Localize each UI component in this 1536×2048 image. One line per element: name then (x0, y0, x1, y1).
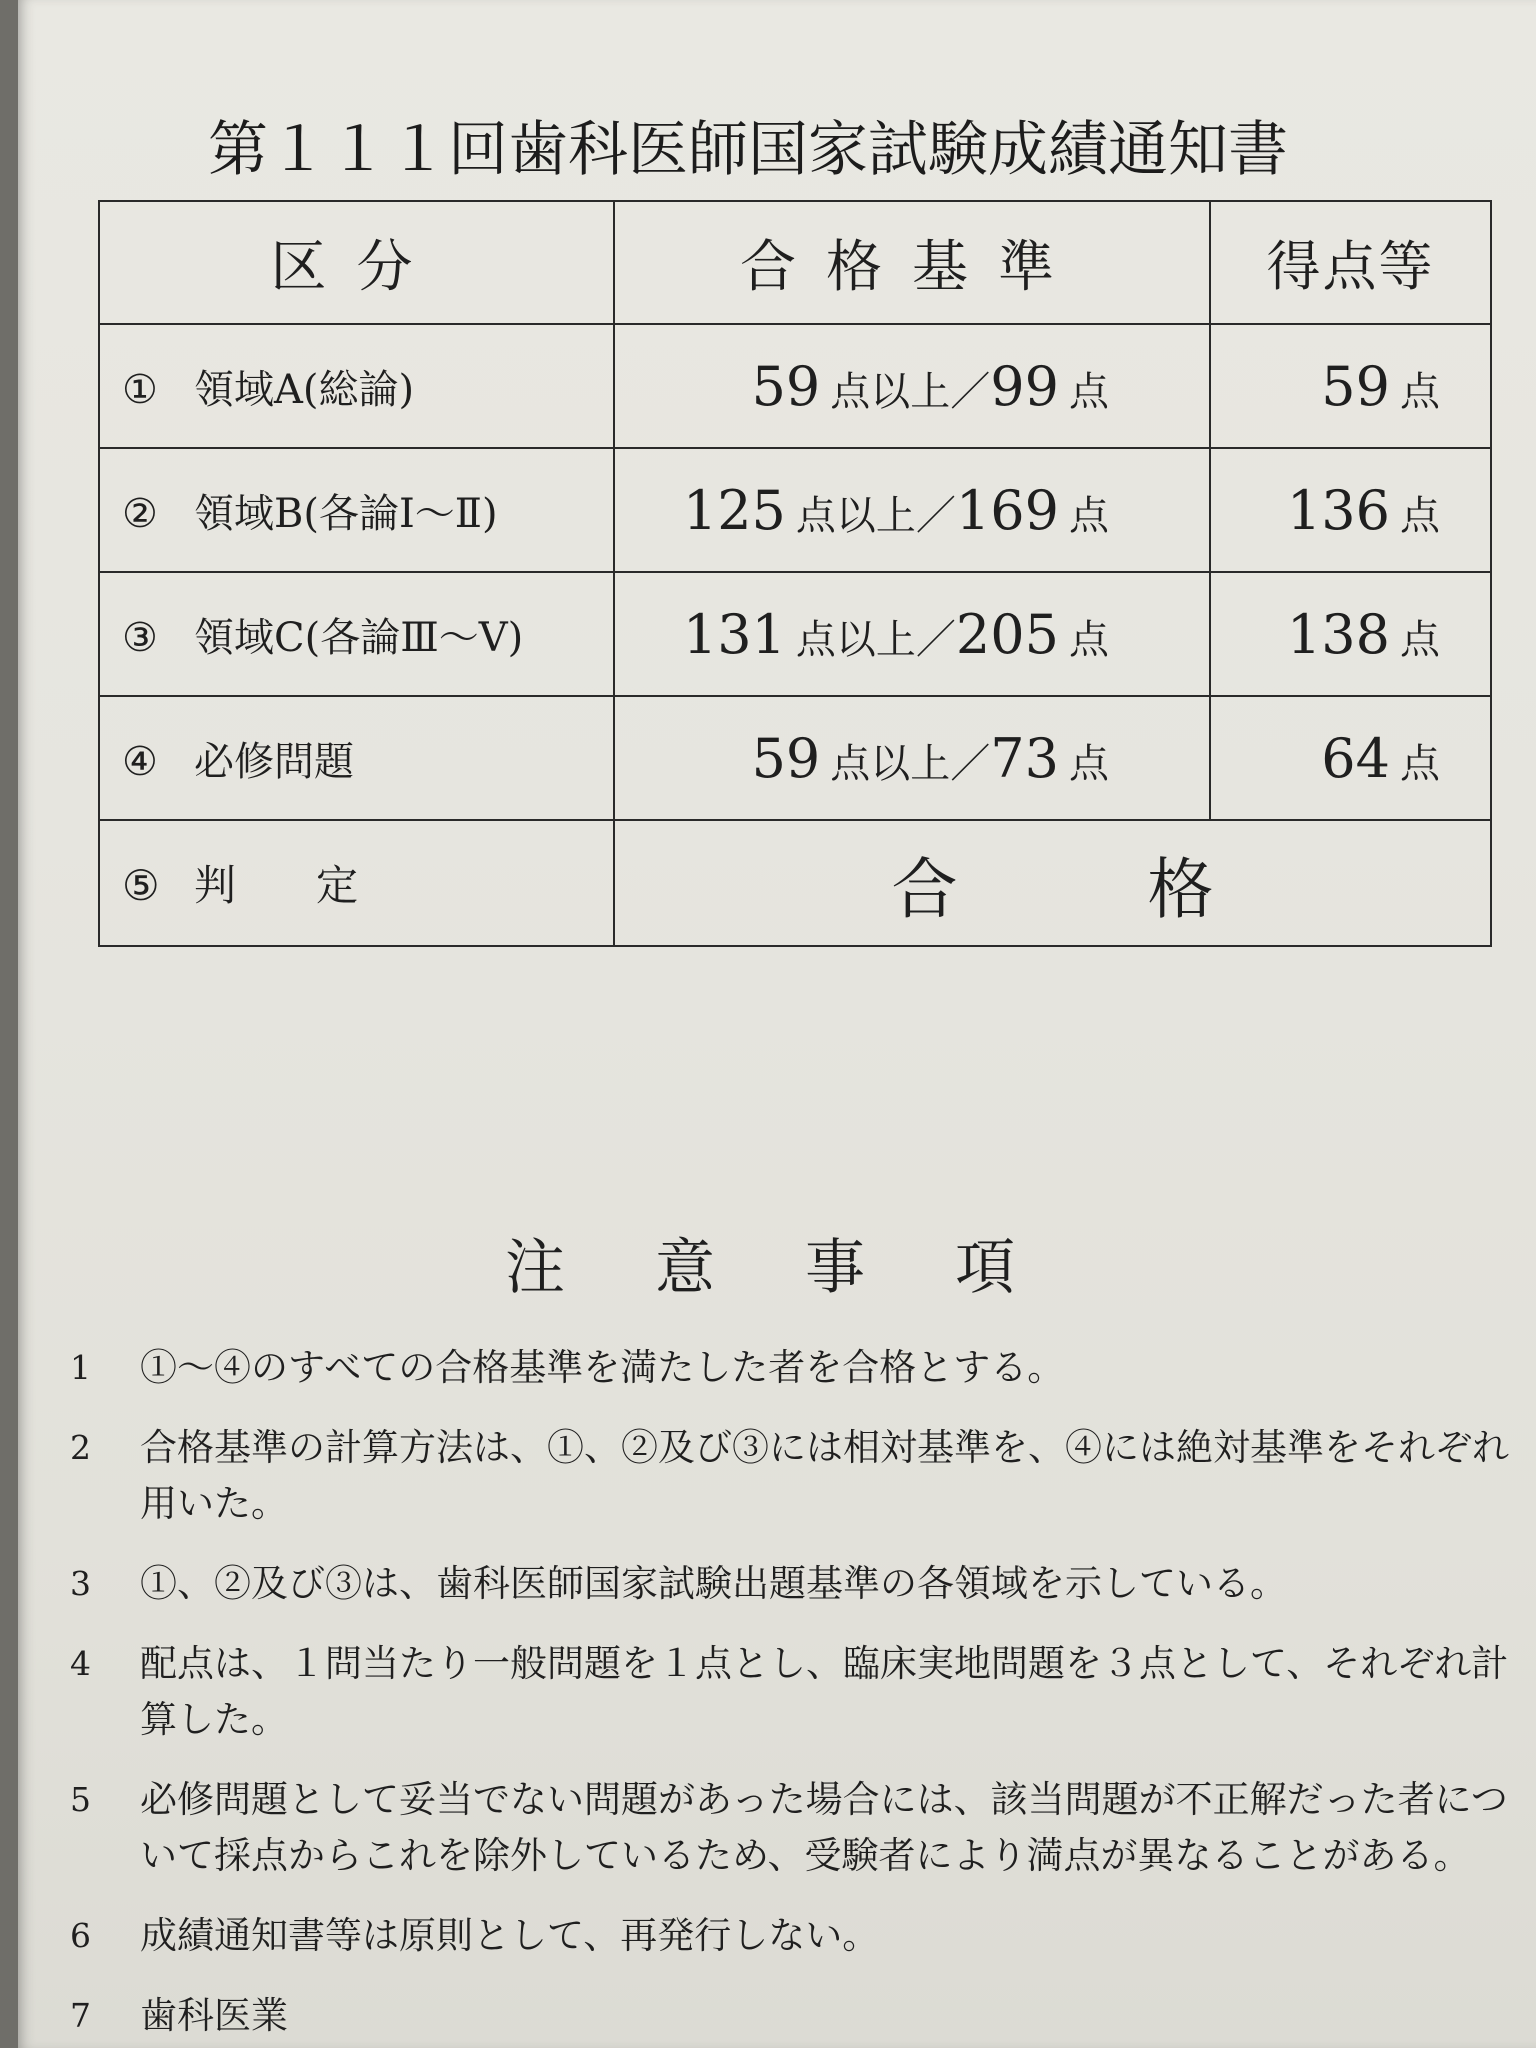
note-text: 配点は、１問当たり一般問題を１点とし、臨床実地問題を３点として、それぞれ計算した。 (140, 1642, 1509, 1741)
note-number: 3 (70, 1564, 91, 1603)
judgement-label-1: 判 (194, 861, 237, 910)
row-number: ⑤ (122, 861, 160, 910)
category-cell (99, 696, 614, 820)
header-category: 区分 (99, 201, 614, 324)
row-number: ① (122, 366, 158, 413)
pass-unit: 点以上／ (795, 492, 956, 539)
list-item (70, 1908, 1530, 1964)
score-unit: 点 (1400, 368, 1440, 415)
judgement-label-cell (99, 820, 614, 946)
note-text: ①、②及び③は、歯科医師国家試験出題基準の各領域を示している。 (140, 1562, 1287, 1605)
note-text: 必修問題として妥当でない問題があった場合には、該当問題が不正解だった者について採点からこれを除外しているため、受験者により満点が異なることがある。 (140, 1778, 1508, 1877)
max-score: 99 (990, 354, 1059, 418)
judgement-result: 合格 (614, 820, 1491, 946)
note-number: 1 (70, 1348, 91, 1387)
category-label: 必修問題 (194, 738, 354, 785)
max-unit: 点 (1069, 616, 1109, 663)
score-unit: 点 (1400, 492, 1440, 539)
pass-unit: 点以上／ (830, 740, 991, 787)
score-cell (1210, 448, 1491, 572)
pass-criteria-cell (614, 448, 1210, 572)
pass-score: 131 (682, 602, 786, 666)
document-title: 第１１１回歯科医師国家試験成績通知書 (208, 115, 1288, 185)
pass-unit: 点以上／ (795, 616, 956, 663)
obtained-score: 138 (1286, 602, 1390, 666)
score-cell (1210, 572, 1491, 696)
pass-unit: 点以上／ (830, 368, 991, 415)
score-cell (1210, 324, 1491, 448)
notes-list (70, 1340, 1530, 2037)
pass-criteria-cell (614, 324, 1210, 448)
category-label: 領域B(各論Ⅰ～Ⅱ) (194, 490, 498, 537)
score-table (98, 200, 1492, 947)
note-number: 4 (70, 1644, 91, 1683)
score-cell (1210, 696, 1491, 820)
judgement-row (99, 820, 1491, 946)
note-text: 合格基準の計算方法は、①、②及び③には相対基準を、④には絶対基準をそれぞれ用いた。 (140, 1426, 1509, 1525)
category-cell (99, 448, 614, 572)
pass-criteria-cell (614, 572, 1210, 696)
row-number: ② (122, 490, 158, 537)
max-unit: 点 (1069, 368, 1109, 415)
max-score: 205 (955, 602, 1059, 666)
max-score: 73 (990, 726, 1059, 790)
max-unit: 点 (1069, 492, 1109, 539)
row-number: ③ (122, 614, 158, 661)
list-item (70, 1988, 1530, 2037)
pass-score: 59 (751, 726, 821, 790)
obtained-score: 64 (1321, 726, 1390, 790)
list-item (70, 1772, 1530, 1884)
table-row (99, 448, 1491, 572)
list-item (70, 1420, 1530, 1532)
max-score: 169 (955, 478, 1059, 542)
table-row (99, 696, 1491, 820)
note-text: ①～④のすべての合格基準を満たした者を合格とする。 (140, 1346, 1065, 1389)
note-text: 成績通知書等は原則として、再発行しない。 (140, 1914, 880, 1957)
category-label: 領域C(各論Ⅲ～Ⅴ) (194, 614, 524, 661)
header-score: 得点等 (1210, 201, 1491, 324)
obtained-score: 59 (1321, 354, 1390, 418)
score-unit: 点 (1400, 616, 1440, 663)
note-number: 6 (70, 1916, 91, 1955)
max-unit: 点 (1069, 740, 1109, 787)
category-cell (99, 324, 614, 448)
header-pass-criteria: 合格基準 (614, 201, 1210, 324)
judgement-label-2: 定 (316, 861, 359, 910)
list-item (70, 1556, 1530, 1612)
note-number: 2 (70, 1428, 91, 1467)
table-row (99, 572, 1491, 696)
note-number: 5 (70, 1780, 91, 1819)
pass-criteria-cell (614, 696, 1210, 820)
pass-score: 59 (751, 354, 821, 418)
score-unit: 点 (1400, 740, 1440, 787)
note-number: 7 (70, 1996, 91, 2035)
category-cell (99, 572, 614, 696)
note-text: 歯科医業 (140, 1994, 288, 2037)
notes-heading: 注意事項 (505, 1233, 1105, 1303)
table-header-row (99, 201, 1491, 324)
category-label: 領域A(総論) (194, 366, 415, 413)
table-row (99, 324, 1491, 448)
list-item (70, 1636, 1530, 1748)
row-number: ④ (122, 738, 158, 785)
obtained-score: 136 (1286, 478, 1390, 542)
list-item (70, 1340, 1530, 1396)
pass-score: 125 (682, 478, 786, 542)
